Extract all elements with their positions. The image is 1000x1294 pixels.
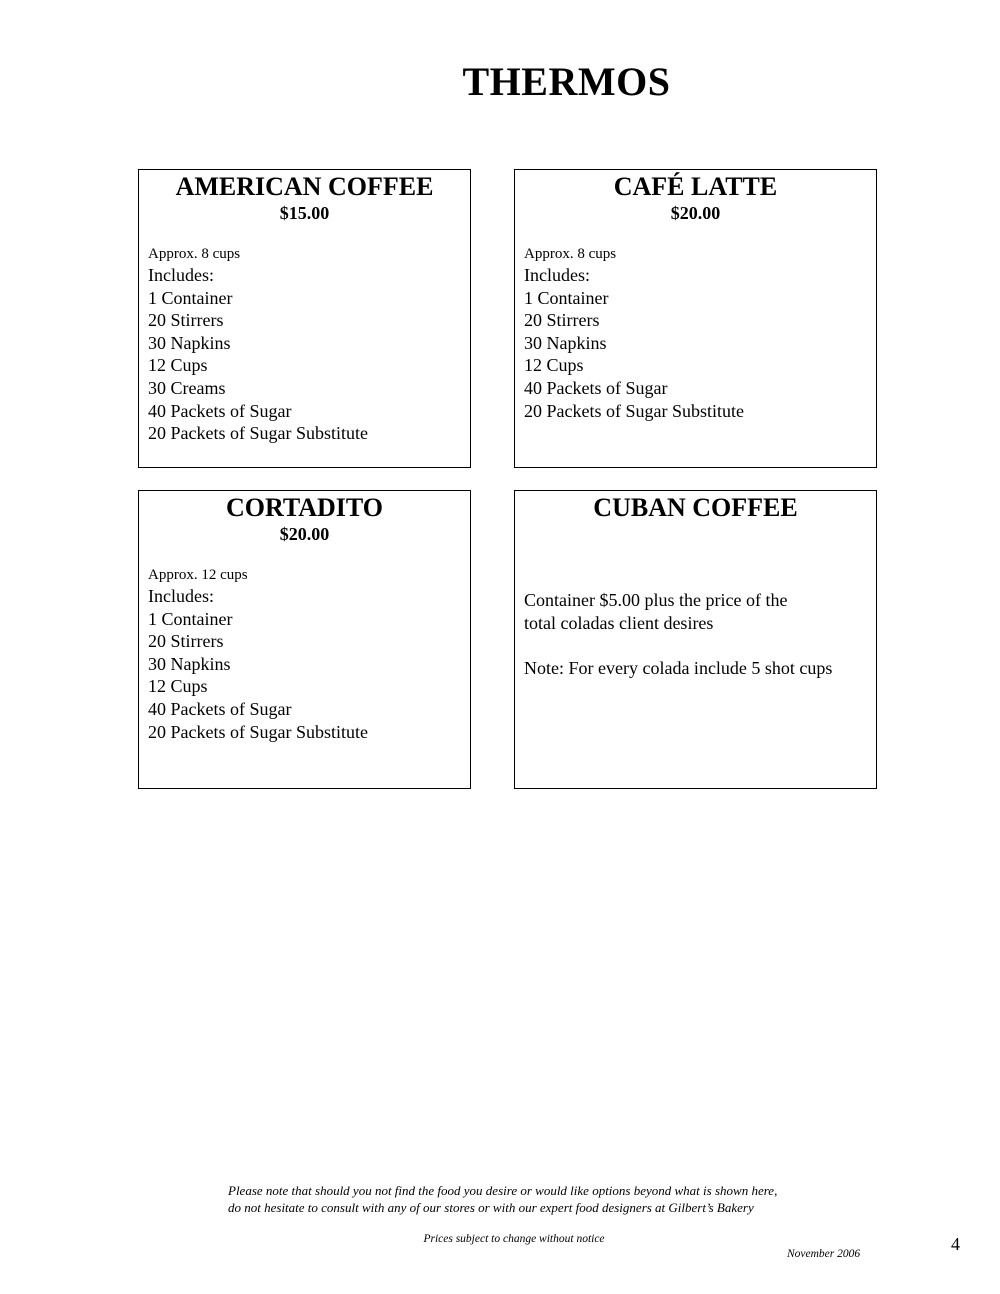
box-price: $20.00 [670, 203, 721, 223]
box-title: CORTADITO [225, 493, 384, 522]
box-title: CAFÉ LATTE [613, 172, 778, 201]
box-price: $20.00 [279, 524, 330, 544]
box-includes-label: Includes: [524, 265, 590, 285]
list-item: 12 Cups [524, 355, 584, 376]
list-item: 40 Packets of Sugar [148, 400, 292, 421]
box-description-line: total coladas client desires [524, 612, 714, 633]
box-note: Note: For every colada include 5 shot cups [524, 657, 833, 678]
list-item: 20 Stirrers [148, 631, 224, 652]
list-item: 40 Packets of Sugar [524, 377, 668, 398]
list-item: 12 Cups [148, 355, 208, 376]
list-item: 20 Stirrers [148, 310, 224, 331]
box-approx: Approx. 8 cups [148, 246, 241, 262]
footer-note-line: do not hesitate to consult with any of our stores or with our expert food designers at Gilbert’s Bakery [228, 1200, 754, 1215]
footer-note-line: Please note that should you not find the food you desire or would like options beyond what is shown here, [228, 1183, 778, 1198]
list-item: 20 Stirrers [524, 310, 600, 331]
box-title: AMERICAN COFFEE [175, 172, 434, 201]
box-approx: Approx. 12 cups [148, 567, 248, 583]
list-item: 30 Creams [148, 377, 226, 398]
box-approx: Approx. 8 cups [524, 246, 617, 262]
page-number: 4 [951, 1234, 960, 1254]
menu-box-american-coffee [138, 169, 471, 468]
menu-box-cortadito [138, 490, 471, 789]
box-includes-label: Includes: [148, 586, 214, 606]
box-description-line: Container $5.00 plus the price of the [524, 590, 788, 610]
list-item: 1 Container [524, 287, 609, 308]
footer-note [228, 1182, 928, 1216]
list-item: 40 Packets of Sugar [148, 698, 292, 719]
list-item: 30 Napkins [148, 332, 231, 353]
list-item: 1 Container [148, 287, 233, 308]
menu-box-cuban-coffee [514, 490, 877, 789]
box-title: CUBAN COFFEE [593, 493, 798, 522]
menu-box-cafe-latte [514, 169, 877, 468]
list-item: 30 Napkins [148, 653, 231, 674]
list-item: 20 Packets of Sugar Substitute [524, 400, 744, 421]
list-item: 20 Packets of Sugar Substitute [148, 423, 368, 444]
list-item: 1 Container [148, 608, 233, 629]
box-includes-label: Includes: [148, 265, 214, 285]
list-item: 12 Cups [148, 676, 208, 697]
page-title: THERMOS [462, 59, 671, 104]
list-item: 30 Napkins [524, 332, 607, 353]
list-item: 20 Packets of Sugar Substitute [148, 721, 368, 742]
box-price: $15.00 [279, 203, 330, 223]
document-date: November 2006 [787, 1248, 861, 1260]
prices-notice: Prices subject to change without notice [423, 1233, 605, 1245]
